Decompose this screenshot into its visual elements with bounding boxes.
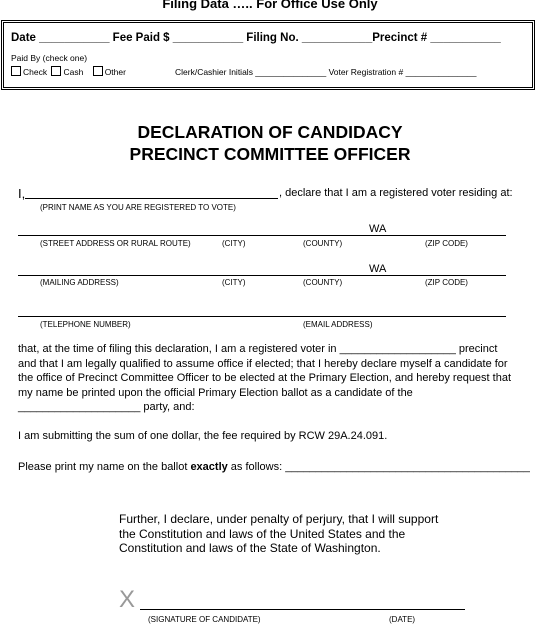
clerk-registration-fields: Clerk/Cashier Initials _______________ Voter Registration # _______________ <box>175 67 477 77</box>
signature-x-mark: X <box>119 586 136 613</box>
ballot-name-line <box>18 461 530 473</box>
check-checkbox[interactable] <box>11 66 21 76</box>
other-checkbox[interactable] <box>93 66 103 76</box>
cash-checkbox[interactable] <box>51 66 61 76</box>
date-label: (DATE) <box>389 615 416 624</box>
phone-label: (TELEPHONE NUMBER) <box>40 320 131 329</box>
declare-suffix: , declare that I am a registered voter residing at: <box>279 187 513 199</box>
office-use-title: Filing Data ….. For Office Use Only <box>162 0 378 11</box>
email-label: (EMAIL ADDRESS) <box>303 320 373 329</box>
office-filing-fields: Date ___________ Fee Paid $ ___________ Filing No. ___________Precinct # ___________ <box>11 32 501 44</box>
other-label: Other <box>104 67 126 77</box>
mailing-city-label: (CITY) <box>222 278 246 287</box>
ballot-prefix: Please print my name on the ballot <box>18 461 191 473</box>
perjury-statement: Further, I declare, under penalty of perjury, that I will support the Constitution and laws of the United States and the Constitution and laws of the State of Washington. <box>119 512 439 555</box>
declaration-paragraph: that, at the time of filing this declaration, I am a registered voter in ___________________ precinct and that I am legally qualified to assume office if elected; that I hereby declare myself a candidate for the office of Precinct Committee Officer to be elected at the Primary Election, and hereby request that my name be printed upon the official Primary Election ballot as a candidate of the ____________________ party, and: <box>18 343 512 413</box>
signature-label: (SIGNATURE OF CANDIDATE) <box>148 615 261 624</box>
ballot-emphasis: exactly <box>190 461 228 473</box>
mailing-county-label: (COUNTY) <box>303 278 343 287</box>
payment-options <box>11 66 126 77</box>
declare-prefix: I, <box>18 186 26 201</box>
contact-field[interactable] <box>18 316 506 317</box>
form-subtitle: PRECINCT COMMITTEE OFFICER <box>129 144 411 164</box>
residence-address-field[interactable] <box>18 235 506 236</box>
check-label: Check <box>23 67 48 77</box>
mailing-zip-label: (ZIP CODE) <box>425 278 468 287</box>
residence-city-label: (CITY) <box>222 239 246 248</box>
ballot-suffix: as follows: ________________________________________ <box>227 461 530 473</box>
street-label: (STREET ADDRESS OR RURAL ROUTE) <box>40 239 191 248</box>
signature-field[interactable] <box>140 609 465 610</box>
residence-zip-label: (ZIP CODE) <box>425 239 468 248</box>
mailing-label: (MAILING ADDRESS) <box>40 278 119 287</box>
fee-statement: I am submitting the sum of one dollar, the fee required by RCW 29A.24.091. <box>18 430 388 442</box>
form-title: DECLARATION OF CANDIDACY <box>137 122 403 142</box>
residence-state: WA <box>369 223 387 235</box>
cash-label: Cash <box>63 67 84 77</box>
name-label: (PRINT NAME AS YOU ARE REGISTERED TO VOTE) <box>40 203 236 212</box>
residence-county-label: (COUNTY) <box>303 239 343 248</box>
mailing-state: WA <box>369 263 387 275</box>
paid-by-label: Paid By (check one) <box>11 53 88 63</box>
name-field[interactable] <box>25 198 278 199</box>
mailing-address-field[interactable] <box>18 275 506 276</box>
